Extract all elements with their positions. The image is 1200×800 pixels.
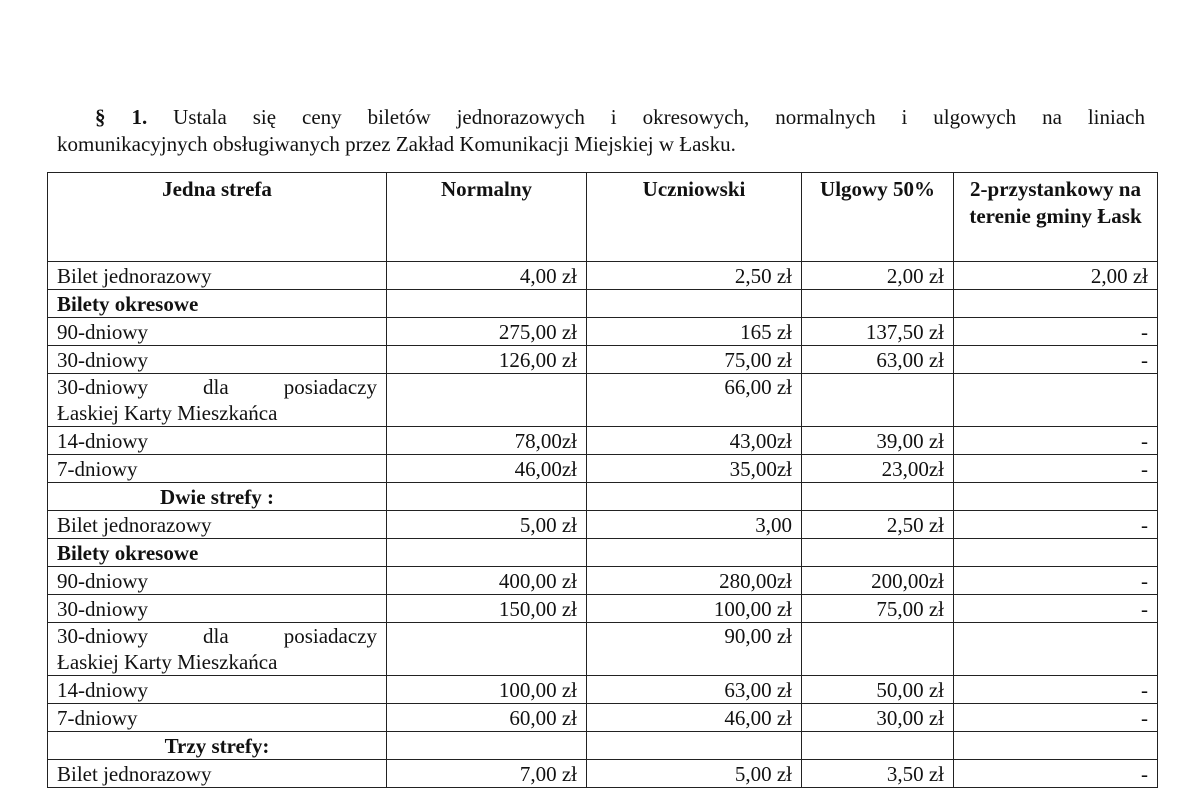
section-number: § 1. <box>95 105 148 129</box>
empty-cell <box>802 732 954 760</box>
price-normalny: 60,00 zł <box>387 704 587 732</box>
price-normalny <box>387 623 587 676</box>
price-normalny: 150,00 zł <box>387 595 587 623</box>
price-ulgowy <box>802 623 954 676</box>
empty-cell <box>387 732 587 760</box>
price-uczniowski: 165 zł <box>587 318 802 346</box>
price-uczniowski: 100,00 zł <box>587 595 802 623</box>
price-przystankowy <box>954 623 1158 676</box>
empty-cell <box>954 290 1158 318</box>
intro-line-1 <box>57 104 1145 131</box>
group-heading: Bilety okresowe <box>48 290 387 318</box>
table-row <box>48 732 1158 760</box>
header-jedna-strefa: Jedna strefa <box>48 173 387 262</box>
table-row <box>48 676 1158 704</box>
price-uczniowski: 3,00 <box>587 511 802 539</box>
price-przystankowy: - <box>954 704 1158 732</box>
price-normalny: 400,00 zł <box>387 567 587 595</box>
price-przystankowy: - <box>954 427 1158 455</box>
price-ulgowy <box>802 374 954 427</box>
row-label <box>48 374 387 427</box>
price-normalny: 126,00 zł <box>387 346 587 374</box>
intro-line-1-text: Ustala się ceny biletów jednorazowych i okresowych, normalnych i ulgowych na liniach <box>173 105 1145 129</box>
price-ulgowy: 75,00 zł <box>802 595 954 623</box>
empty-cell <box>802 290 954 318</box>
row-label <box>48 623 387 676</box>
price-ulgowy: 23,00zł <box>802 455 954 483</box>
table-row <box>48 374 1158 427</box>
table-row <box>48 595 1158 623</box>
empty-cell <box>802 483 954 511</box>
row-label: Bilet jednorazowy <box>48 760 387 788</box>
price-przystankowy: - <box>954 676 1158 704</box>
price-uczniowski: 63,00 zł <box>587 676 802 704</box>
table-row <box>48 511 1158 539</box>
empty-cell <box>954 483 1158 511</box>
empty-cell <box>587 483 802 511</box>
price-uczniowski: 66,00 zł <box>587 374 802 427</box>
table-row <box>48 760 1158 788</box>
price-normalny: 100,00 zł <box>387 676 587 704</box>
empty-cell <box>587 539 802 567</box>
empty-cell <box>954 732 1158 760</box>
price-ulgowy: 2,00 zł <box>802 262 954 290</box>
row-label-line-2: Łaskiej Karty Mieszkańca <box>57 401 278 425</box>
row-label-line-2: Łaskiej Karty Mieszkańca <box>57 650 278 674</box>
price-normalny: 46,00zł <box>387 455 587 483</box>
price-przystankowy: - <box>954 567 1158 595</box>
price-przystankowy: 2,00 zł <box>954 262 1158 290</box>
row-label: Bilet jednorazowy <box>48 262 387 290</box>
row-label: 90-dniowy <box>48 318 387 346</box>
price-uczniowski: 90,00 zł <box>587 623 802 676</box>
row-label: 7-dniowy <box>48 455 387 483</box>
price-ulgowy: 3,50 zł <box>802 760 954 788</box>
table-row <box>48 318 1158 346</box>
table-row <box>48 567 1158 595</box>
header-ulgowy: Ulgowy 50% <box>802 173 954 262</box>
price-ulgowy: 30,00 zł <box>802 704 954 732</box>
price-normalny <box>387 374 587 427</box>
group-heading: Bilety okresowe <box>48 539 387 567</box>
row-label: 30-dniowy <box>48 595 387 623</box>
table-row <box>48 623 1158 676</box>
header-2-przystankowy: 2-przystankowy na terenie gminy Łask <box>954 173 1158 262</box>
price-ulgowy: 2,50 zł <box>802 511 954 539</box>
ticket-price-table <box>47 172 1158 788</box>
table-row <box>48 704 1158 732</box>
price-ulgowy: 63,00 zł <box>802 346 954 374</box>
price-ulgowy: 200,00zł <box>802 567 954 595</box>
header-normalny: Normalny <box>387 173 587 262</box>
table-row <box>48 455 1158 483</box>
table-row <box>48 427 1158 455</box>
row-label: 30-dniowy <box>48 346 387 374</box>
row-label: 90-dniowy <box>48 567 387 595</box>
price-normalny: 7,00 zł <box>387 760 587 788</box>
row-label: 7-dniowy <box>48 704 387 732</box>
price-normalny: 78,00zł <box>387 427 587 455</box>
price-uczniowski: 75,00 zł <box>587 346 802 374</box>
price-ulgowy: 137,50 zł <box>802 318 954 346</box>
price-ulgowy: 39,00 zł <box>802 427 954 455</box>
price-uczniowski: 2,50 zł <box>587 262 802 290</box>
price-uczniowski: 35,00zł <box>587 455 802 483</box>
row-label-line-1: 30-dniowy dla posiadaczy <box>57 624 377 648</box>
price-normalny: 5,00 zł <box>387 511 587 539</box>
empty-cell <box>587 290 802 318</box>
empty-cell <box>387 539 587 567</box>
row-label: 14-dniowy <box>48 427 387 455</box>
price-uczniowski: 5,00 zł <box>587 760 802 788</box>
zone-heading: Dwie strefy : <box>48 483 387 511</box>
empty-cell <box>387 290 587 318</box>
header-uczniowski: Uczniowski <box>587 173 802 262</box>
price-przystankowy: - <box>954 760 1158 788</box>
table-row <box>48 262 1158 290</box>
intro-line-2: komunikacyjnych obsługiwanych przez Zakład Komunikacji Miejskiej w Łasku. <box>57 132 736 156</box>
price-przystankowy: - <box>954 511 1158 539</box>
empty-cell <box>954 539 1158 567</box>
price-normalny: 275,00 zł <box>387 318 587 346</box>
row-label: Bilet jednorazowy <box>48 511 387 539</box>
table-row <box>48 539 1158 567</box>
table-header-row <box>48 173 1158 262</box>
price-przystankowy: - <box>954 455 1158 483</box>
table-row <box>48 290 1158 318</box>
price-uczniowski: 280,00zł <box>587 567 802 595</box>
price-normalny: 4,00 zł <box>387 262 587 290</box>
table-row <box>48 483 1158 511</box>
price-ulgowy: 50,00 zł <box>802 676 954 704</box>
price-uczniowski: 43,00zł <box>587 427 802 455</box>
empty-cell <box>587 732 802 760</box>
table-row <box>48 346 1158 374</box>
price-przystankowy <box>954 374 1158 427</box>
intro-paragraph <box>57 104 1145 158</box>
price-uczniowski: 46,00 zł <box>587 704 802 732</box>
empty-cell <box>802 539 954 567</box>
zone-heading: Trzy strefy: <box>48 732 387 760</box>
price-przystankowy: - <box>954 595 1158 623</box>
price-przystankowy: - <box>954 318 1158 346</box>
empty-cell <box>387 483 587 511</box>
price-przystankowy: - <box>954 346 1158 374</box>
row-label: 14-dniowy <box>48 676 387 704</box>
table-body <box>48 262 1158 788</box>
row-label-line-1: 30-dniowy dla posiadaczy <box>57 375 377 399</box>
